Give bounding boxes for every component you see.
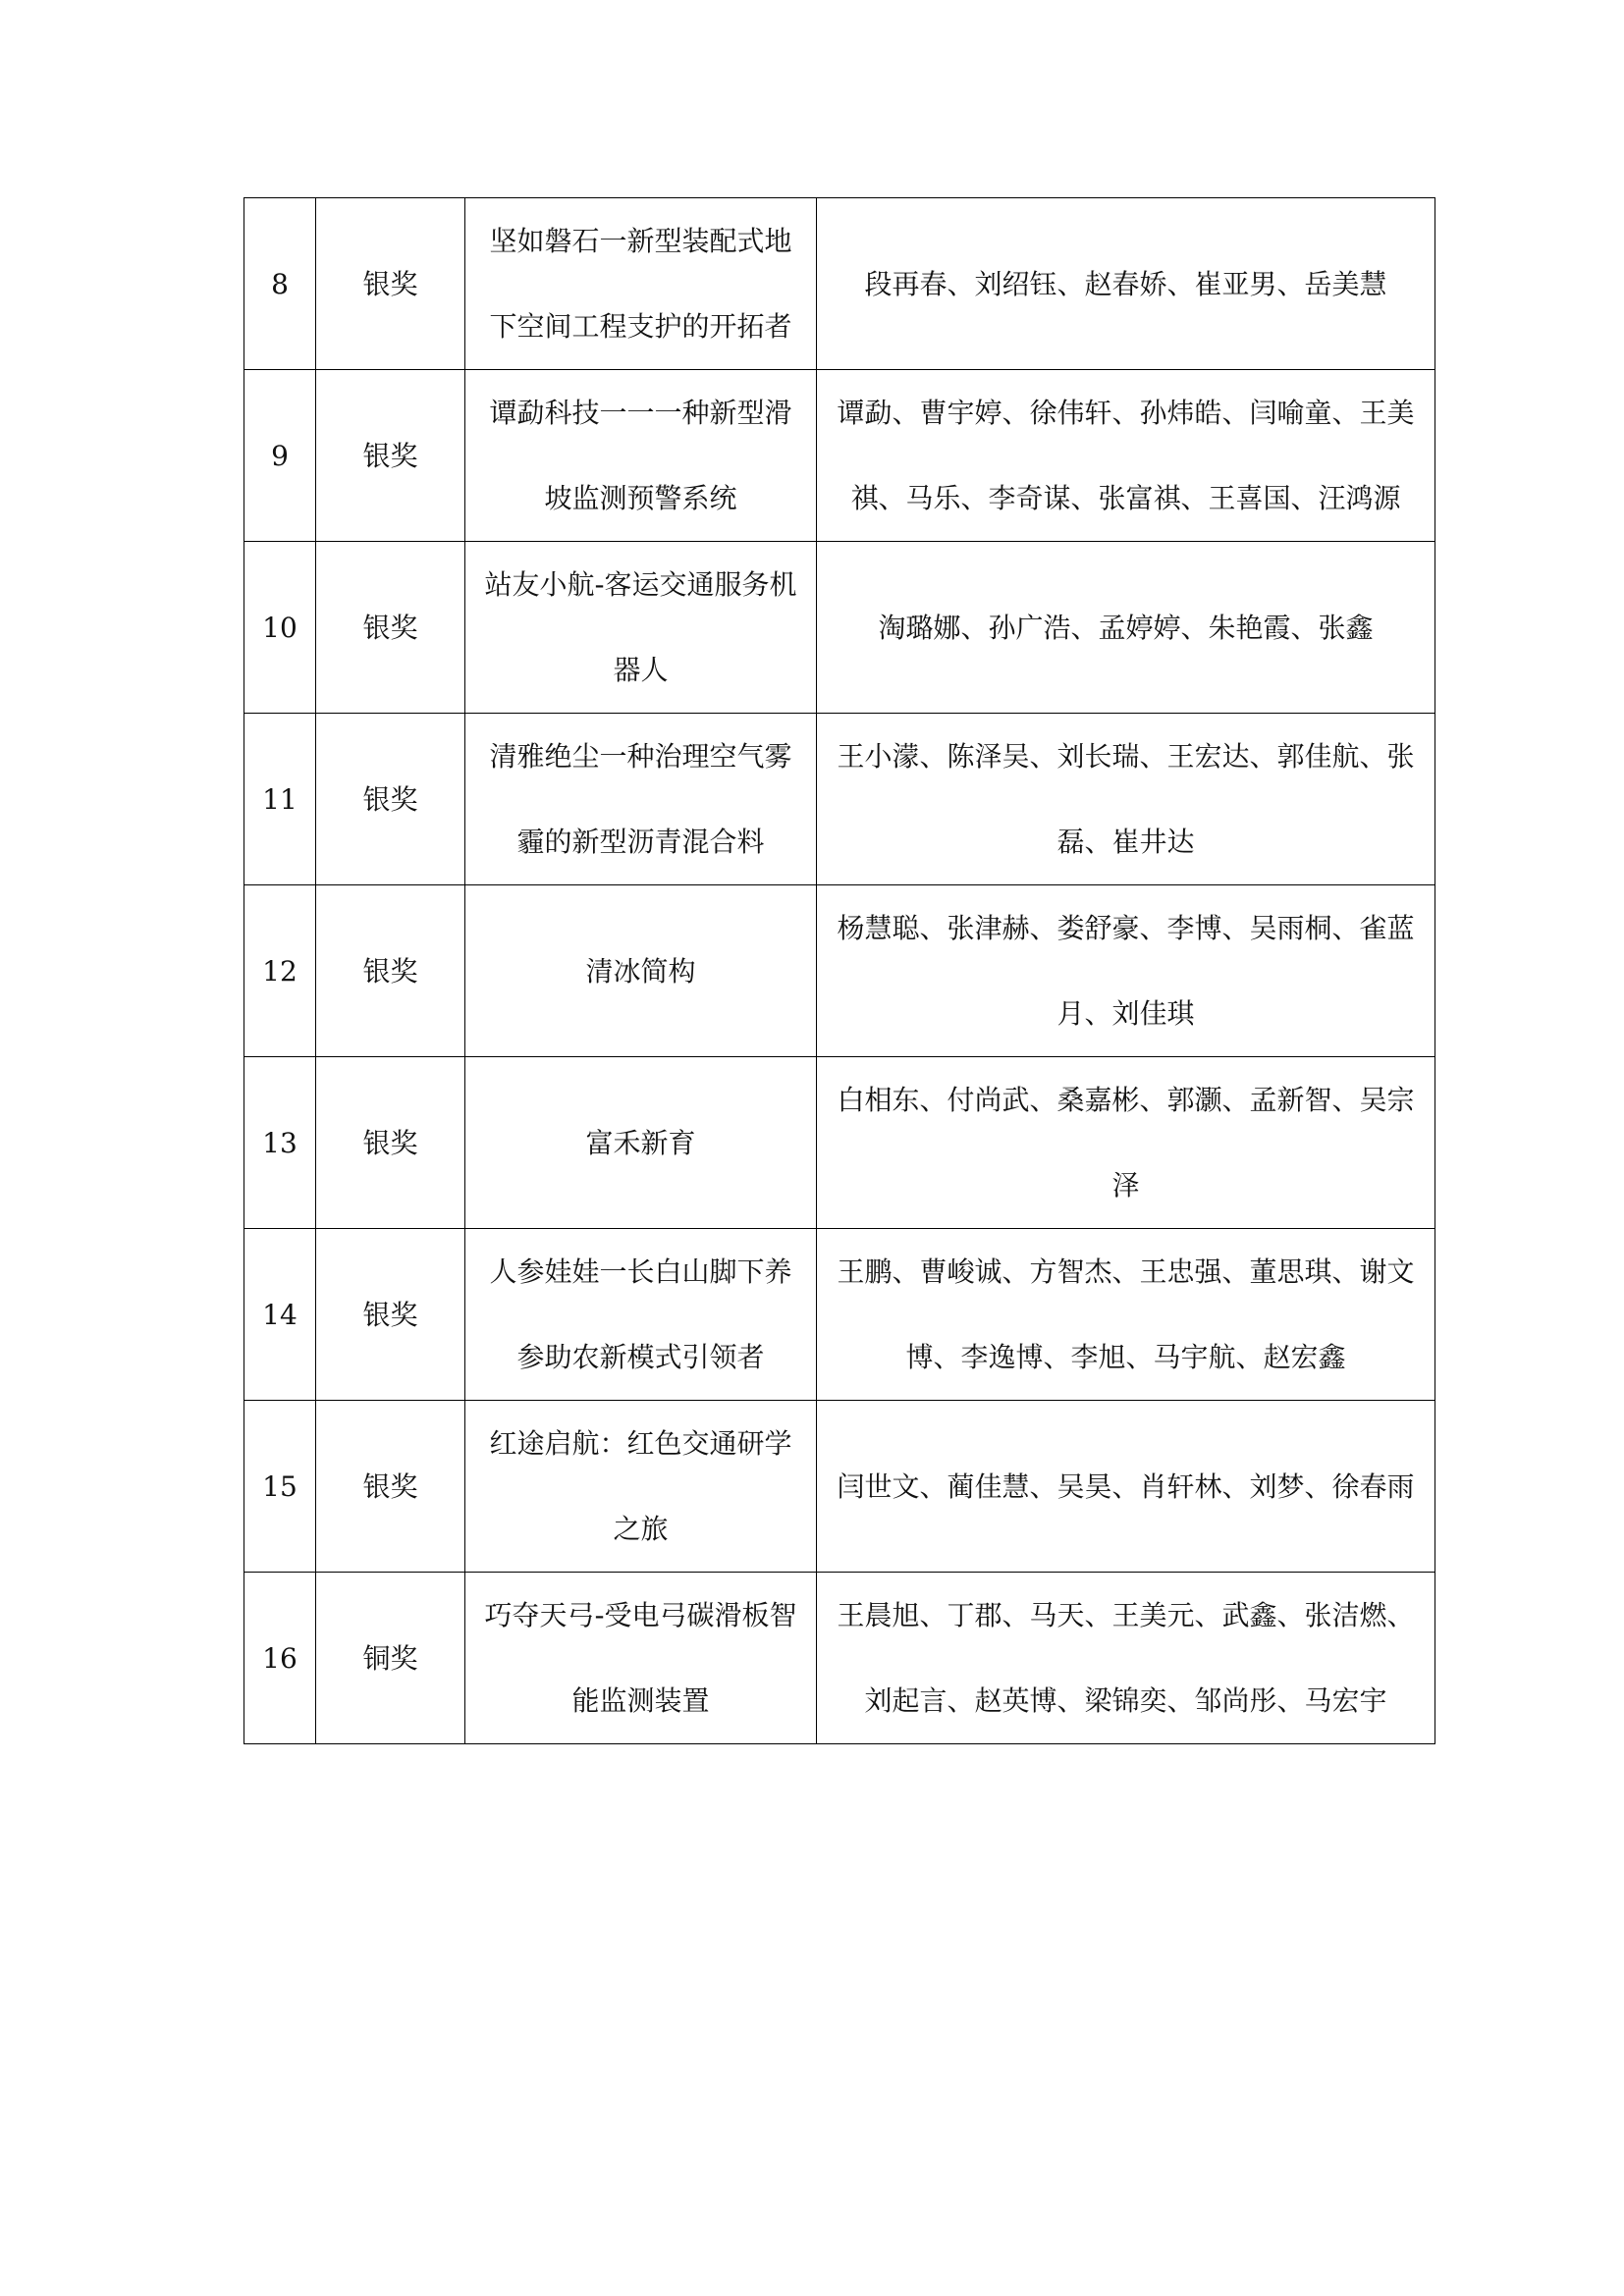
table-row (244, 1573, 1435, 1744)
row-number: 11 (244, 714, 316, 885)
row-number: 10 (244, 542, 316, 714)
awards-table-body (244, 198, 1435, 1744)
team-members: 杨慧聪、张津赫、娄舒豪、李博、吴雨桐、雀蓝月、刘佳琪 (817, 885, 1435, 1057)
table-row (244, 1229, 1435, 1401)
project-name: 巧夺天弓-受电弓碳滑板智能监测装置 (465, 1573, 817, 1744)
row-number: 12 (244, 885, 316, 1057)
award-level: 银奖 (316, 885, 465, 1057)
row-number: 15 (244, 1401, 316, 1573)
row-number: 13 (244, 1057, 316, 1229)
team-members: 王晨旭、丁郡、马天、王美元、武鑫、张洁燃、刘起言、赵英博、梁锦奕、邹尚彤、马宏宇 (817, 1573, 1435, 1744)
award-level: 银奖 (316, 370, 465, 542)
project-name: 清冰简构 (465, 885, 817, 1057)
table-row (244, 714, 1435, 885)
awards-table (244, 197, 1435, 1744)
team-members: 王小濛、陈泽吴、刘长瑞、王宏达、郭佳航、张磊、崔井达 (817, 714, 1435, 885)
team-members: 段再春、刘绍钰、赵春娇、崔亚男、岳美慧 (817, 198, 1435, 370)
row-number: 8 (244, 198, 316, 370)
table-row (244, 885, 1435, 1057)
award-level: 银奖 (316, 1057, 465, 1229)
table-row (244, 542, 1435, 714)
project-name: 红途启航：红色交通研学之旅 (465, 1401, 817, 1573)
row-number: 14 (244, 1229, 316, 1401)
project-name: 清雅绝尘一种治理空气雾霾的新型沥青混合料 (465, 714, 817, 885)
project-name: 富禾新育 (465, 1057, 817, 1229)
table-row (244, 1057, 1435, 1229)
team-members: 闫世文、蔺佳慧、吴昊、肖轩林、刘梦、徐春雨 (817, 1401, 1435, 1573)
project-name: 坚如磐石一新型装配式地下空间工程支护的开拓者 (465, 198, 817, 370)
table-row (244, 1401, 1435, 1573)
table-row (244, 370, 1435, 542)
row-number: 9 (244, 370, 316, 542)
award-level: 银奖 (316, 1229, 465, 1401)
award-level: 银奖 (316, 542, 465, 714)
table-row (244, 198, 1435, 370)
project-name: 谭勐科技一一一种新型滑坡监测预警系统 (465, 370, 817, 542)
award-level: 银奖 (316, 198, 465, 370)
team-members: 王鹏、曹峻诚、方智杰、王忠强、董思琪、谢文博、李逸博、李旭、马宇航、赵宏鑫 (817, 1229, 1435, 1401)
team-members: 淘璐娜、孙广浩、孟婷婷、朱艳霞、张鑫 (817, 542, 1435, 714)
project-name: 站友小航-客运交通服务机器人 (465, 542, 817, 714)
project-name: 人参娃娃一长白山脚下养参助农新模式引领者 (465, 1229, 817, 1401)
award-level: 银奖 (316, 714, 465, 885)
award-level: 铜奖 (316, 1573, 465, 1744)
row-number: 16 (244, 1573, 316, 1744)
award-level: 银奖 (316, 1401, 465, 1573)
team-members: 白相东、付尚武、桑嘉彬、郭灏、孟新智、吴宗泽 (817, 1057, 1435, 1229)
team-members: 谭勐、曹宇婷、徐伟轩、孙炜皓、闫喻童、王美祺、马乐、李奇谋、张富祺、王喜国、汪鸿源 (817, 370, 1435, 542)
